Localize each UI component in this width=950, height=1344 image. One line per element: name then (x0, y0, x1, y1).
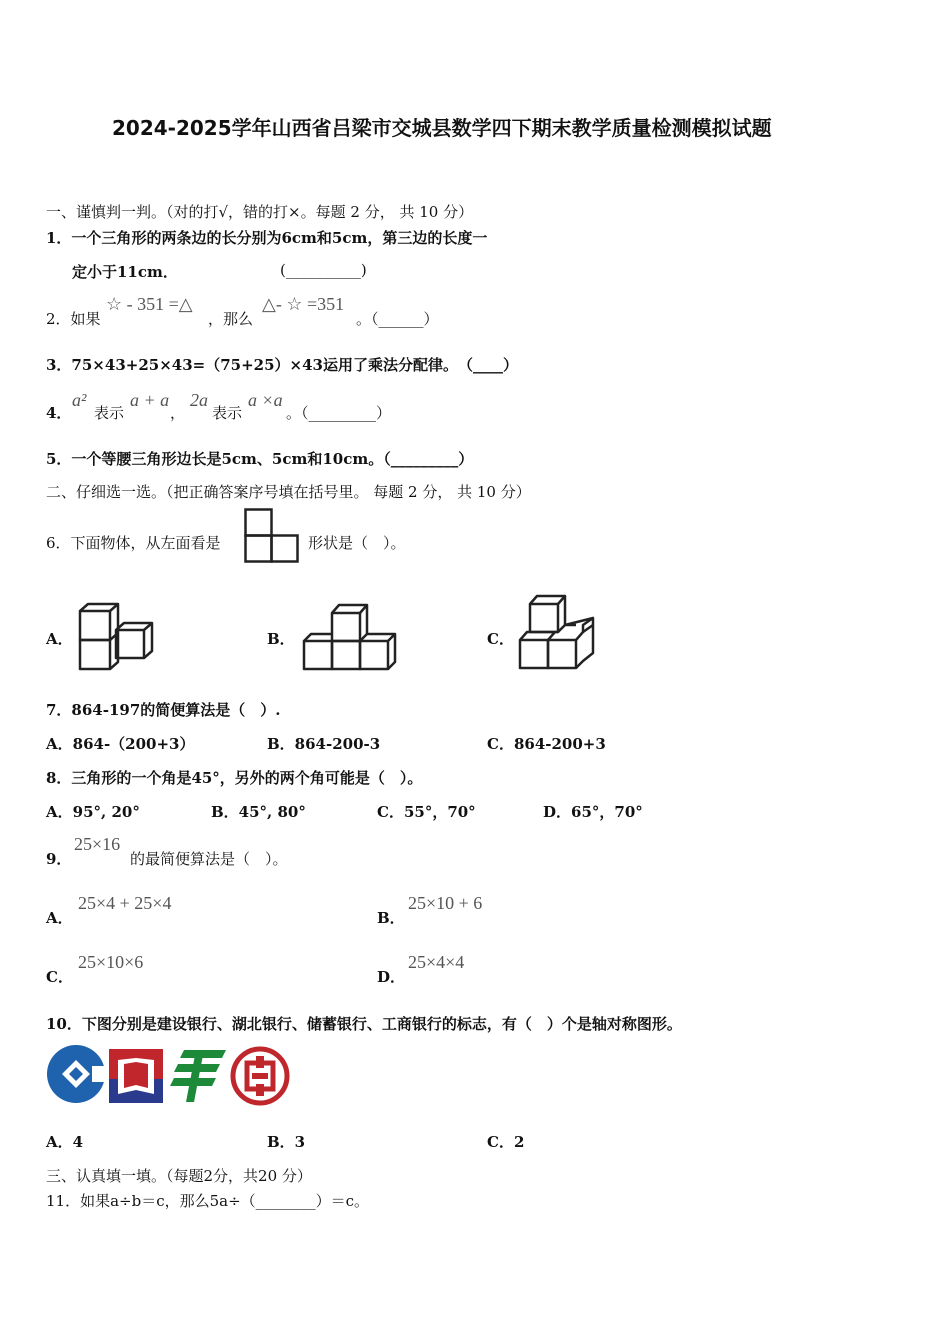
page-title: 2024-2025学年山西省吕梁市交城县数学四下期末教学质量检测模拟试题 (112, 116, 772, 140)
q6-option-c-cubes[interactable] (518, 593, 598, 673)
q7-option-a[interactable]: A．864-（200+3） (46, 735, 195, 753)
q6-left-view-figure (244, 508, 300, 564)
q10-option-a[interactable]: A．4 (46, 1133, 84, 1151)
ccb-logo-icon (46, 1044, 106, 1104)
q9-option-b-expression[interactable]: 25×10 + 6 (408, 893, 483, 913)
q2-expression-1: ☆ - 351 =△ (106, 294, 193, 314)
q8: 8．三角形的一个角是45°，另外的两个角可能是（ ）。 (46, 769, 423, 787)
q5: 5．一个等腰三角形边长是5cm、5cm和10cm。（_________） (46, 450, 474, 468)
q9-text: 的最简便算法是（ ）。 (130, 850, 288, 868)
hubei-bank-logo-icon (108, 1048, 164, 1104)
q6-option-b-label[interactable]: B． (267, 630, 295, 648)
section2-heading: 二、仔细选一选。（把正确答案序号填在括号里。 每题 2 分， 共 10 分） (46, 483, 531, 501)
q7-option-c[interactable]: C．864-200+3 (487, 735, 606, 753)
q11: 11．如果a÷b＝c，那么5a÷（________）＝c。 (46, 1192, 370, 1210)
q4-means-2: 表示 (212, 404, 243, 422)
q4-a-squared: a² (72, 390, 87, 410)
q4-a-plus-a: a + a (130, 390, 170, 410)
q1-line1: 1．一个三角形的两条边的长分别为6cm和5cm，第三边的长度一 (46, 229, 488, 247)
q10-option-c[interactable]: C．2 (487, 1133, 525, 1151)
q2-expression-2: △- ☆ =351 (262, 294, 345, 314)
q10-option-b[interactable]: B．3 (267, 1133, 306, 1151)
q4-comma: ， (170, 404, 186, 422)
q3: 3．75×43+25×43=（75+25）×43运用了乘法分配律。 （____） (46, 356, 518, 374)
q9-option-c-label[interactable]: C． (46, 968, 73, 986)
q9-expression: 25×16 (74, 834, 121, 854)
q6-suffix: 形状是（ ）。 (308, 534, 406, 552)
q6-prefix: 6．下面物体，从左面看是 (46, 534, 221, 552)
q8-option-a[interactable]: A．95°, 20° (46, 803, 140, 821)
q4-number: 4． (46, 404, 72, 422)
q8-option-d[interactable]: D．65°，70° (543, 803, 643, 821)
q10: 10．下图分别是建设银行、湖北银行、储蓄银行、工商银行的标志，有（ ）个是轴对称图形。 (46, 1015, 682, 1033)
q1-line2: 定小于11cm． (72, 263, 178, 281)
q9-option-a-expression[interactable]: 25×4 + 25×4 (78, 893, 172, 913)
q7: 7．864-197的简便算法是（ ）. (46, 701, 281, 719)
q9-number: 9． (46, 850, 72, 868)
q8-option-b[interactable]: B．45°, 80° (211, 803, 306, 821)
q6-option-b-cubes[interactable] (302, 602, 400, 672)
q6-option-c-label[interactable]: C． (487, 630, 514, 648)
q2-prefix: 2．如果 (46, 310, 101, 328)
q4-a-times-a: a ×a (248, 390, 283, 410)
q7-option-b[interactable]: B．864-200-3 (267, 735, 381, 753)
q1-answer-blank[interactable]: (__________) (280, 261, 367, 279)
icbc-logo-icon (230, 1046, 290, 1106)
postal-savings-logo-icon (168, 1046, 230, 1104)
q9-option-c-expression[interactable]: 25×10×6 (78, 952, 144, 972)
q4-means-1: 表示 (94, 404, 125, 422)
q9-option-d-label[interactable]: D． (377, 968, 406, 986)
q8-option-c[interactable]: C．55°，70° (377, 803, 476, 821)
q6-option-a-label[interactable]: A． (46, 630, 73, 648)
q2-answer-blank[interactable]: 。（______） (356, 310, 439, 328)
q9-option-a-label[interactable]: A． (46, 909, 73, 927)
q4-2a: 2a (190, 390, 208, 410)
q9-option-b-label[interactable]: B． (377, 909, 405, 927)
q6-option-a-cubes[interactable] (78, 602, 156, 672)
section3-heading: 三、认真填一填。（每题2分，共20 分） (46, 1167, 312, 1185)
q9-option-d-expression[interactable]: 25×4×4 (408, 952, 465, 972)
q4-answer-blank[interactable]: 。（_________） (286, 404, 392, 422)
q2-mid: ，那么 (208, 310, 254, 328)
section1-heading: 一、谨慎判一判。（对的打√，错的打×。每题 2 分， 共 10 分） (46, 203, 474, 221)
